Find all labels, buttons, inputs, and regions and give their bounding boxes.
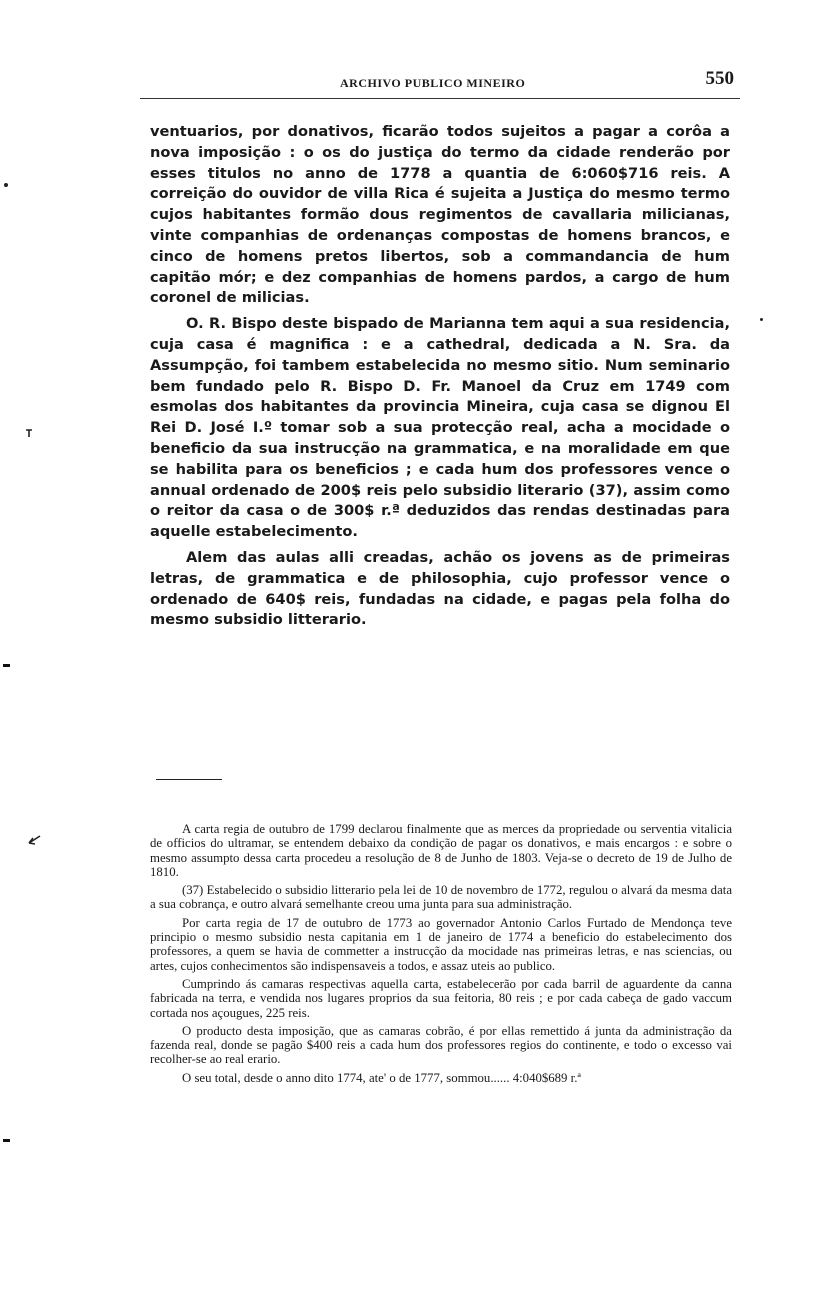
footnote-4: Cumprindo ás camaras respectivas aquella carta, estabelecerão por cada barril de aguardente da canna fabricada na terra, e vendida nos lugares proprios da sua feitoria, 80 reis ; e por cada cabeça de gado vaccum cortada nos açougues, 225 reis. <box>150 976 732 1020</box>
footnote-6: O seu total, desde o anno dito 1774, ate' o de 1777, sommou...... 4:040$689 r.ª <box>182 1070 581 1085</box>
page-header <box>140 68 740 98</box>
footnote-1: A carta regia de outubro de 1799 declarou finalmente que as merces da propriedade ou serventia vitalicia de officios do ultramar, se entendem debaixo da condição de pagar os donativos, e mais encargos : e sobre o mesmo assumpto dessa carta procedeu a resolução de 8 de Junho de 1803. Veja-se o decreto de 19 de Julho de 1810. <box>150 822 732 879</box>
margin-speck <box>760 318 763 321</box>
page-number: 550 <box>705 68 734 89</box>
margin-speck <box>3 1139 10 1142</box>
header-rule <box>140 98 740 99</box>
margin-tick-icon <box>24 428 34 438</box>
main-text <box>150 122 730 636</box>
footnote-2: (37) Estabelecido o subsidio litterario pela lei de 10 de novembro de 1772, regulou o alvará da mesma data a sua cobrança, e outro alvará semelhante creou uma junta para sua administração. <box>150 883 732 912</box>
footnote-rule <box>156 779 222 780</box>
paragraph-3: Alem das aulas alli creadas, achão os jovens as de primeiras letras, de grammatica e de philosophia, cujo professor vence o ordenado de 640$ reis, fundadas na cidade, e pagas pela folha do mesmo subsidio litterario. <box>150 548 730 629</box>
footnote-5: O producto desta imposição, que as camaras cobrão, é por ellas remettido á junta da administração da fazenda real, donde se pagão $400 reis a cada hum dos professores regios do continente, e todo o excesso vai recolher-se ao real erario. <box>150 1023 732 1067</box>
running-head: ARCHIVO PUBLICO MINEIRO <box>340 76 526 90</box>
footnotes <box>150 822 732 1089</box>
margin-speck <box>3 664 10 667</box>
margin-speck <box>4 183 8 187</box>
footnote-3: Por carta regia de 17 de outubro de 1773 ao governador Antonio Carlos Furtado de Mendonça teve principio o mesmo subsidio nesta capitania em 1 de janeiro de 1774 a beneficio do estabelecimento dos professores, a quem se havia de commetter a instrucção da mocidade nas primeiras letras, e nas sciencias, ou artes, cujos conhecimentos são indispensaveis a todos, e assaz uteis ao publico. <box>150 915 732 973</box>
paragraph-2: O. R. Bispo deste bispado de Marianna tem aqui a sua residencia, cuja casa é magnifica : e a cathedral, dedicada a N. Sra. da Assumpção, foi tambem estabelecida no mesmo sitio. Num seminario bem fundado pelo R. Bispo D. Fr. Manoel da Cruz em 1749 com esmolas dos habitantes da provincia Mineira, cuja casa se dignou El Rei D. José I.º tomar sob a sua protecção real, acha a mocidade o beneficio da sua instrucção na grammatica, e na moralidade em que se habilita para os beneficios ; e cada hum dos professores vence o annual ordenado de 200$ reis pelo subsidio literario (37), assim como o reitor da casa o de 300$ r.ª deduzidos das rendas destinadas para aquelle estabelecimento. <box>150 315 730 541</box>
paragraph-1: ventuarios, por donativos, ficarão todos sujeitos a pagar a corôa a nova imposição : o os do justiça do termo da cidade renderão por esses titulos no anno de 1778 a quantia de 6:060$716 reis. A correição do ouvidor de villa Rica é sujeita a Justiça do mesmo termo cujos habitantes formão dous regimentos de cavallaria milicianas, vinte companhias de ordenanças compostas de homens brancos, e cinco de homens pretos libertos, sob a commandancia de hum capitão mór; e dez companhias de homens pardos, a cargo de hum coronel de milicias. <box>150 123 730 307</box>
margin-arrow-icon <box>28 834 42 846</box>
